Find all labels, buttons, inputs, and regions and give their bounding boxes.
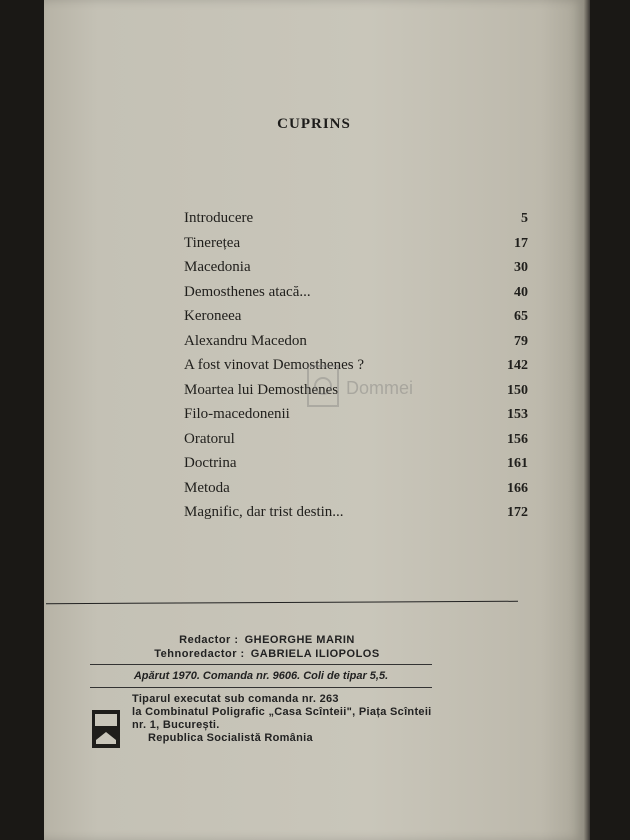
toc-label: Introducere <box>184 210 254 226</box>
toc-page: 153 <box>507 407 528 422</box>
imprint-line: Republica Socialistă România <box>148 732 313 744</box>
toc-page: 17 <box>514 235 528 251</box>
publication-info: Apărut 1970. Comanda nr. 9606. Coli de tipar 5,5. <box>90 664 432 688</box>
toc-label: Tinerețea <box>184 234 241 251</box>
page-title: CUPRINS <box>277 116 351 132</box>
imprint-block <box>132 693 432 745</box>
toc-page: 40 <box>514 284 528 300</box>
staff-credits <box>102 633 432 661</box>
toc-label: Filo-macedonenii <box>184 406 290 422</box>
toc-page: 150 <box>507 382 528 398</box>
toc-page: 161 <box>507 456 528 471</box>
redactor-line <box>102 633 432 647</box>
toc-entry <box>184 455 528 480</box>
tehnoredactor-name: GABRIELA ILIOPOLOS <box>250 648 380 660</box>
toc-entry <box>184 235 528 260</box>
redactor-name: GHEORGHE MARIN <box>244 634 355 646</box>
toc-page: 65 <box>514 309 528 324</box>
toc-label: Moartea lui Demosthenes <box>184 381 339 398</box>
toc-label: Doctrina <box>184 455 237 471</box>
redactor-label: Redactor : <box>179 634 239 646</box>
imprint-line: la Combinatul Poligrafic „Casa Scînteii", Piața Scînteii nr. 1, București. <box>132 706 432 731</box>
book-page <box>44 0 584 840</box>
toc-entry <box>184 480 528 505</box>
publisher-logo-icon <box>92 710 120 748</box>
toc-page: 79 <box>514 333 528 349</box>
page-edge <box>584 0 590 840</box>
toc-page: 5 <box>521 211 528 226</box>
tehnoredactor-line <box>102 647 432 661</box>
watermark-text: Dommei <box>346 378 414 398</box>
toc-label: Macedonia <box>184 259 251 275</box>
toc-entry <box>184 210 528 235</box>
toc-page: 166 <box>507 480 528 496</box>
toc-entry <box>184 333 528 358</box>
tehnoredactor-label: Tehnoredactor : <box>154 648 245 660</box>
toc-label: A fost vinovat Demosthenes ? <box>184 357 364 373</box>
toc-entry <box>184 284 528 309</box>
toc-page: 30 <box>514 260 528 275</box>
toc-label: Magnific, dar trist destin... <box>184 504 344 520</box>
toc-label: Metoda <box>184 479 230 496</box>
toc-page: 142 <box>507 358 528 373</box>
toc-entry <box>184 259 528 284</box>
watermark-logo-icon <box>306 356 416 412</box>
toc-label: Demosthenes atacă... <box>184 283 311 300</box>
toc-entry <box>184 504 528 529</box>
toc-page: 156 <box>507 431 528 447</box>
toc-page: 172 <box>507 505 528 520</box>
toc-label: Oratorul <box>184 430 235 447</box>
toc-label: Alexandru Macedon <box>184 332 307 349</box>
imprint-line: Tiparul executat sub comanda nr. 263 <box>132 693 339 705</box>
toc-entry <box>184 308 528 333</box>
footer-divider <box>46 601 518 604</box>
toc-entry <box>184 431 528 456</box>
toc-label: Keroneea <box>184 308 242 324</box>
